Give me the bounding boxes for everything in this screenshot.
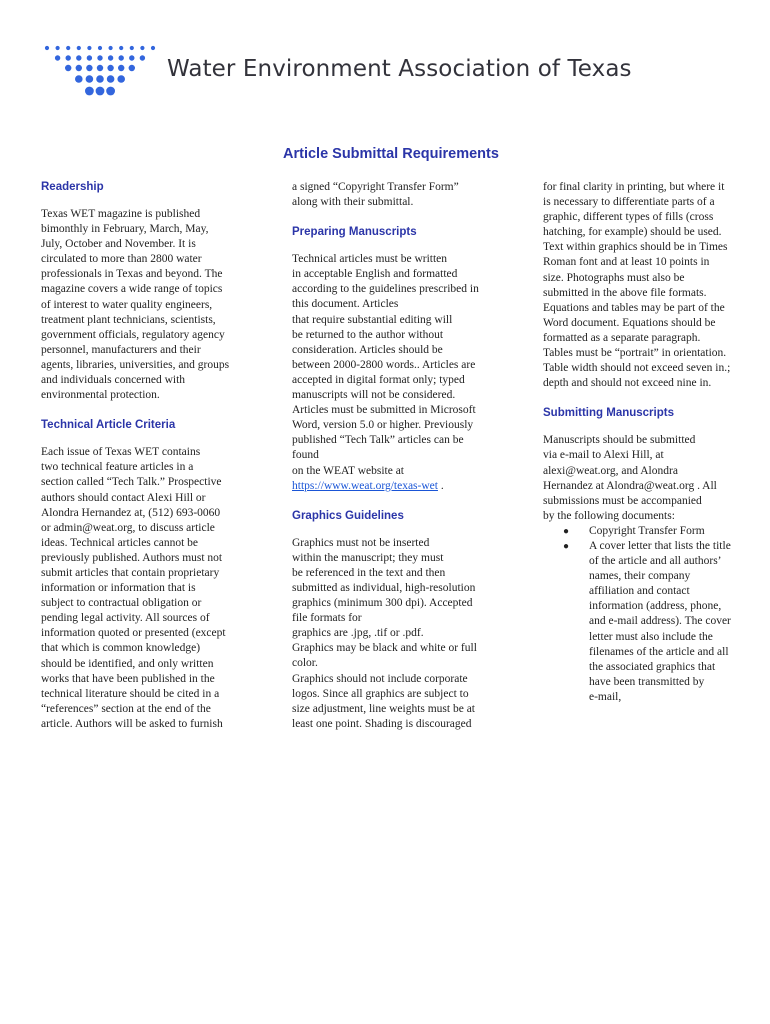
text-line: Each issue of Texas WET contains [41,446,201,459]
technical-criteria-body [41,445,251,732]
text-line: is necessary to differentiate parts of a [543,196,715,209]
preparing-manuscripts-heading: Preparing Manuscripts [292,226,417,239]
text-line: least one point. Shading is discouraged [292,717,472,730]
text-line: circulated to more than 2800 water [41,253,202,266]
text-line: graphics (minimum 300 dpi). Accepted [292,597,473,610]
text-line: previously published. Authors must not [41,551,223,564]
text-line: between 2000-2800 words.. Articles are [292,358,476,371]
logo-dot [96,87,105,96]
column-2-continuation [292,180,507,210]
text-line: accepted in digital format only; typed [292,373,465,386]
text-line: color. [292,657,318,670]
text-line: Tables must be “portrait” in orientation. [543,347,727,360]
text-line: treatment plant technicians, scientists, [41,313,216,326]
text-line: authors should contact Alexi Hill or [41,491,206,504]
text-line: information or information that is [41,582,196,595]
text-line: along with their submittal. [292,196,414,209]
logo-dot [109,46,113,50]
text-line: personnel, manufacturers and their [41,343,201,356]
text-line: logos. Since all graphics are subject to [292,687,469,700]
text-line: for final clarity in printing, but where it [543,181,725,193]
text-line: submitted in the above file formats. [543,286,707,299]
logo-dot [45,46,49,50]
text-line: alexi@weat.org, and Alondra [543,464,678,477]
text-line: article. Authors will be asked to furnish [41,717,223,730]
list-item-continuation: of the article and all authors’ [589,555,722,568]
text-line: be returned to the author without [292,328,444,341]
logo-dot [106,87,115,96]
text-line: submitted as individual, high-resolution [292,581,476,594]
logo-dot [97,65,103,71]
text-line: subject to contractual obligation or [41,597,202,610]
text-line: Texas WET magazine is published [41,208,201,220]
text-line: Graphics may be black and white or full [292,642,477,655]
text-line: that require substantial editing will [292,313,453,326]
logo-dot [86,75,94,83]
logo-dot [87,46,91,50]
water-drops-logo-icon [44,44,164,100]
logo-dot [151,46,155,50]
logo-dot [130,46,134,50]
logo-dot [140,46,144,50]
organization-name: Water Environment Association of Texas [167,56,632,82]
text-line: Articles must be submitted in Microsoft [292,404,476,417]
text-line: two technical feature articles in a [41,461,194,474]
texas-wet-link[interactable]: https://www.weat.org/texas-wet [292,479,438,492]
logo-dot [119,46,123,50]
text-line: file formats for [292,612,362,625]
text-line: submit articles that contain proprietary [41,566,220,579]
logo-dot [140,55,145,60]
text-line: Word, version 5.0 or higher. Previously [292,419,474,432]
submitting-manuscripts-heading: Submitting Manuscripts [543,407,674,420]
readership-heading: Readership [41,181,104,193]
text-line: found [292,449,319,462]
column-3 [543,180,753,705]
text-line: published “Tech Talk” articles can be [292,434,464,447]
logo-dot [75,75,83,83]
text-line: agents, libraries, universities, and groups [41,358,230,371]
list-item-text: Copyright Transfer Form [589,524,705,537]
column-3-continuation [543,180,753,391]
list-item-text: A cover letter that lists the title [589,539,731,552]
text-line: Graphics should not include corporate [292,672,468,685]
text-line: this document. Articles [292,298,399,311]
text-line: pending legal activity. All sources of [41,612,210,625]
logo-dot [108,55,113,60]
logo-dot [107,65,113,71]
text-line: Equations and tables may be part of the [543,301,725,314]
text-line: Alondra Hernandez at, (512) 693-0060 [41,506,221,519]
text-line: Word document. Equations should be [543,316,716,329]
text-line: and individuals concerned with [41,374,186,387]
weat-link-line [292,479,507,494]
text-line: environmental protection. [41,389,160,402]
list-item [543,524,753,539]
logo-dot [76,55,81,60]
list-item-continuation: e-mail, [589,690,622,703]
text-line: Manuscripts should be submitted [543,434,696,447]
text-line: or admin@weat.org, to discuss article [41,521,215,534]
readership-body [41,207,251,403]
text-line: July, October and November. It is [41,238,196,251]
text-line: graphic, different types of fills (cross [543,211,714,224]
text-line: be referenced in the text and then [292,566,446,579]
text-line: formatted as a separate paragraph. [543,331,701,344]
logo-dot [77,46,81,50]
text-line: Text within graphics should be in Times [543,241,728,254]
text-line: information quoted or presented (except [41,627,226,640]
logo-dot [85,87,94,96]
column-1 [41,180,251,732]
text-line: that which is common knowledge) [41,642,201,655]
text-line: by the following documents: [543,509,675,522]
text-line: of interest to water quality engineers, [41,298,213,311]
logo-dot [117,75,125,83]
logo-dot [87,55,92,60]
text-line: manuscripts will not be considered. [292,389,456,402]
list-item-continuation: the associated graphics that [589,660,716,673]
logo-dot [76,65,82,71]
logo-dot [97,55,102,60]
logo-dot [129,55,134,60]
logo-dot [129,65,135,71]
text-line: via e-mail to Alexi Hill, at [543,449,664,462]
text-line: professionals in Texas and beyond. The [41,268,223,281]
logo-dot [65,65,71,71]
text-line: should be identified, and only written [41,657,214,670]
text-line: Graphics must not be inserted [292,536,430,549]
list-item-continuation: filenames of the article and all [589,645,729,658]
logo-dot [98,46,102,50]
page-title: Article Submittal Requirements [283,146,499,162]
submitting-manuscripts-body [543,433,753,524]
list-item [543,539,753,554]
logo-dot [118,65,124,71]
text-line: “references” section at the end of the [41,702,211,715]
text-line: ideas. Technical articles cannot be [41,536,199,549]
text-line: hatching, for example) should be used. [543,226,722,239]
list-item-continuation: and e-mail address). The cover [589,615,731,628]
text-line: size adjustment, line weights must be at [292,702,476,715]
logo-dot [96,75,104,83]
logo-dot [119,55,124,60]
graphics-guidelines-body [292,536,507,732]
bullet-icon: ● [562,540,570,552]
list-item-continuation: information (address, phone, [589,600,722,613]
text-line: Roman font and at least 10 points in [543,256,710,269]
required-documents-list [543,524,753,705]
text-line: Technical articles must be written [292,253,448,266]
technical-criteria-heading: Technical Article Criteria [41,419,176,432]
text-line: on the WEAT website at [292,464,404,477]
text-line: size. Photographs must also be [543,271,685,284]
logo-dot [107,75,115,83]
text-line: Table width should not exceed seven in.; [543,362,731,375]
text-line: Hernandez at Alondra@weat.org . All [543,479,717,492]
text-line: consideration. Articles should be [292,343,443,356]
logo-dot [56,46,60,50]
text-line: according to the guidelines prescribed in [292,283,479,296]
link-suffix: . [437,479,444,492]
text-line: submissions must be accompanied [543,494,702,507]
text-line: works that have been published in the [41,672,215,685]
logo-dot [66,46,70,50]
text-line: graphics are .jpg, .tif or .pdf. [292,627,424,640]
text-line: technical literature should be cited in a [41,687,220,700]
text-line: a signed “Copyright Transfer Form” [292,181,459,193]
text-line: bimonthly in February, March, May, [41,223,209,236]
list-item-continuation: have been transmitted by [589,675,705,688]
list-item-continuation: letter must also include the [589,630,713,643]
text-line: section called “Tech Talk.” Prospective [41,476,222,489]
list-item-continuation: affiliation and contact [589,585,690,598]
text-line: in acceptable English and formatted [292,268,458,281]
preparing-manuscripts-body [292,252,507,478]
list-item-continuation: names, their company [589,570,691,583]
logo-dot [55,55,60,60]
graphics-guidelines-heading: Graphics Guidelines [292,509,404,522]
column-2 [292,180,507,732]
bullet-icon: ● [562,525,570,537]
text-line: depth and should not exceed nine in. [543,377,712,390]
text-line: government officials, regulatory agency [41,328,225,341]
text-line: within the manuscript; they must [292,551,444,564]
text-line: magazine covers a wide range of topics [41,283,223,296]
logo-dot [86,65,92,71]
logo-dot [66,55,71,60]
